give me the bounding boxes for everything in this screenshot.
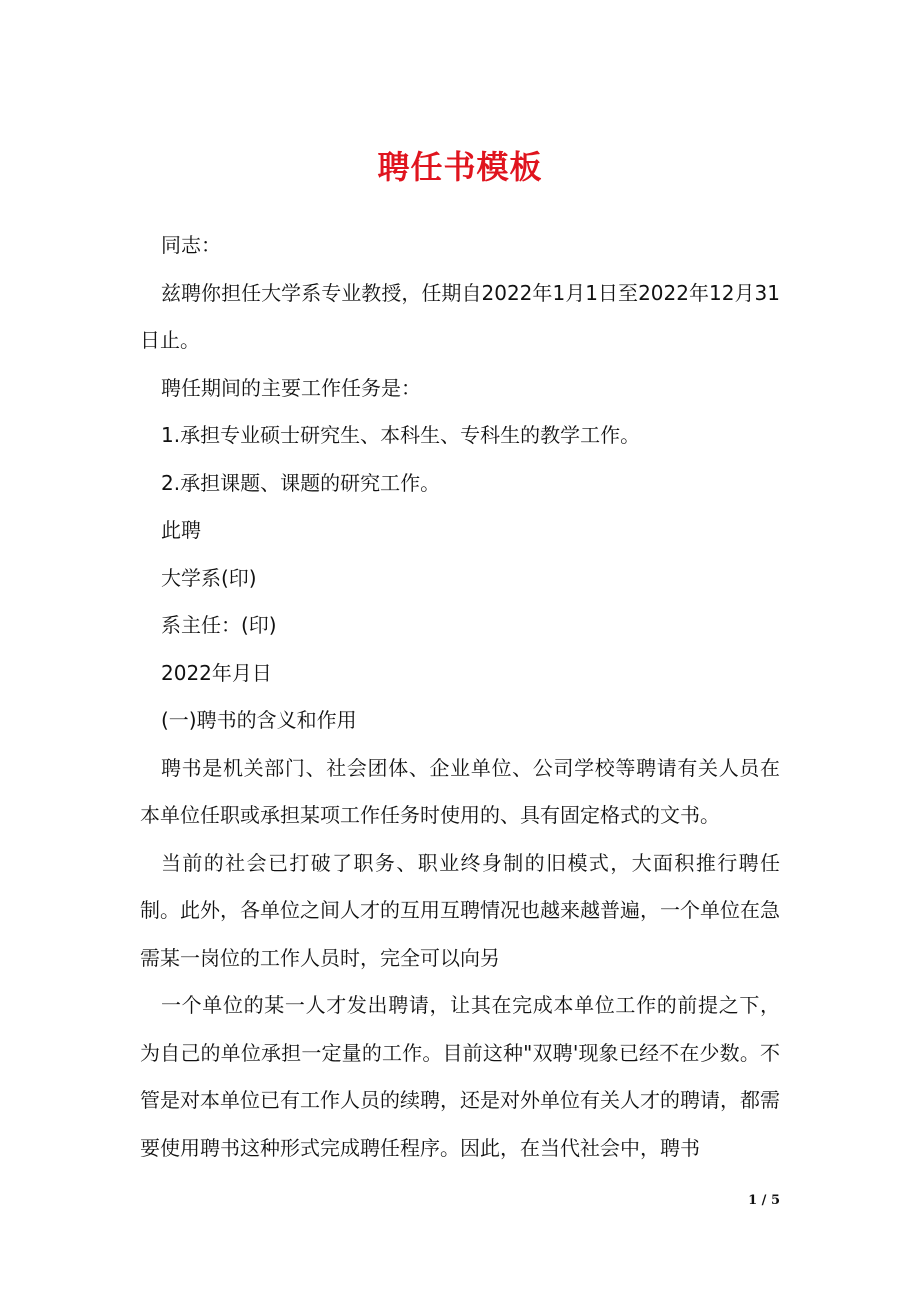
duties-heading: 聘任期间的主要工作任务是：	[161, 375, 421, 400]
closing-phrase: 此聘	[161, 518, 201, 542]
document-title: 聘任书模板	[377, 148, 543, 186]
page-number: 1 / 5	[748, 1193, 780, 1208]
section-heading: (一)聘书的含义和作用	[161, 708, 357, 732]
appointment-paragraph: 兹聘你担任大学系专业教授，任期自2022年1月1日至2022年12月31日止。	[140, 280, 780, 352]
document-body	[140, 222, 780, 1172]
body-paragraph: 当前的社会已打破了职务、职业终身制的旧模式，大面积推行聘任制。此外，各单位之间人才的互用互聘情况也越来越普遍，一个单位在急需某一岗位的工作人员时，完全可以向另	[140, 850, 780, 970]
body-paragraph: 聘书是机关部门、社会团体、企业单位、公司学校等聘请有关人员在本单位任职或承担某项工作任务时使用的、具有固定格式的文书。	[140, 755, 780, 827]
body-paragraph: 一个单位的某一人才发出聘请，让其在完成本单位工作的前提之下，为自己的单位承担一定量的工作。目前这种"双聘'现象已经不在少数。不管是对本单位已有工作人员的续聘，还是对外单位有关人才的聘请，都需要使用聘书这种形式完成聘任程序。因此，在当代社会中，聘书	[140, 993, 780, 1160]
signature-director: 系主任：(印)	[161, 613, 277, 637]
salutation: 同志：	[161, 233, 221, 257]
duty-item-1: 1.承担专业硕士研究生、本科生、专科生的教学工作。	[161, 423, 641, 447]
duty-item-2: 2.承担课题、课题的研究工作。	[161, 470, 441, 495]
signature-department: 大学系(印)	[161, 565, 257, 590]
signature-date: 2022年月日	[161, 660, 272, 685]
